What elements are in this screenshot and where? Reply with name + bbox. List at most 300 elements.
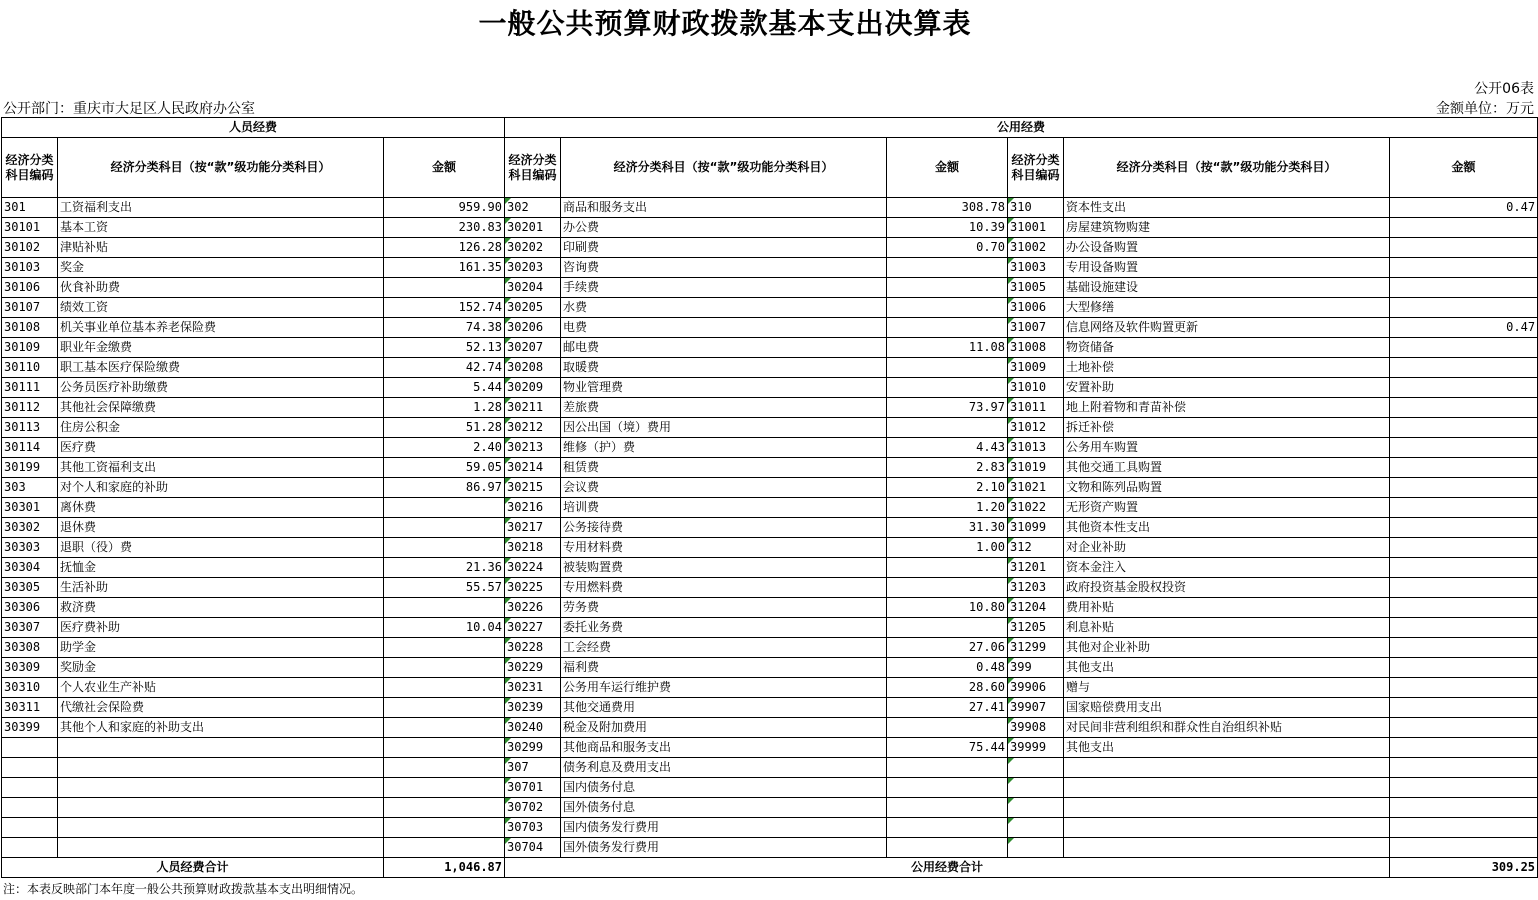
cell-amount: [384, 598, 505, 618]
cell-amount: [1390, 518, 1538, 538]
cell-name: 生活补助: [58, 578, 384, 598]
cell-code: 303: [2, 478, 58, 498]
cell-code: 31012: [1008, 418, 1064, 438]
header-code: 经济分类科目编码: [1008, 138, 1064, 198]
table-row: [2, 778, 1538, 798]
cell-name: 因公出国（境）费用: [561, 418, 887, 438]
cell-code: 31003: [1008, 258, 1064, 278]
cell-amount: [384, 518, 505, 538]
header-name: 经济分类科目（按“款”级功能分类科目）: [561, 138, 887, 198]
cell-amount: [887, 758, 1008, 778]
cell-code: [1008, 838, 1064, 858]
cell-amount: 51.28: [384, 418, 505, 438]
cell-code: 30224: [505, 558, 561, 578]
cell-amount: 59.05: [384, 458, 505, 478]
cell-amount: 1.00: [887, 538, 1008, 558]
header-amount: 金额: [1390, 138, 1538, 198]
cell-amount: [384, 678, 505, 698]
cell-amount: [1390, 658, 1538, 678]
cell-name: [58, 818, 384, 838]
cell-amount: 0.48: [887, 658, 1008, 678]
table-row: [2, 238, 1538, 258]
cell-code: 39999: [1008, 738, 1064, 758]
cell-code: 30101: [2, 218, 58, 238]
cell-code: 39908: [1008, 718, 1064, 738]
cell-name: 手续费: [561, 278, 887, 298]
cell-amount: [1390, 378, 1538, 398]
cell-name: 职业年金缴费: [58, 338, 384, 358]
cell-amount: [887, 578, 1008, 598]
cell-amount: 55.57: [384, 578, 505, 598]
cell-code: 30103: [2, 258, 58, 278]
cell-name: 抚恤金: [58, 558, 384, 578]
cell-name: 办公费: [561, 218, 887, 238]
cell-amount: [384, 498, 505, 518]
cell-name: 机关事业单位基本养老保险费: [58, 318, 384, 338]
cell-amount: [1390, 418, 1538, 438]
column-header-row: [2, 138, 1538, 198]
cell-code: 30229: [505, 658, 561, 678]
cell-code: 301: [2, 198, 58, 218]
cell-name: 医疗费补助: [58, 618, 384, 638]
cell-amount: [1390, 498, 1538, 518]
expenditure-table: [1, 117, 1538, 878]
section-public: 公用经费: [505, 118, 1538, 138]
cell-name: 信息网络及软件购置更新: [1064, 318, 1390, 338]
amount-unit-label: 金额单位：万元: [1436, 101, 1534, 117]
cell-amount: [887, 818, 1008, 838]
table-row: [2, 418, 1538, 438]
cell-code: 30702: [505, 798, 561, 818]
cell-code: 31299: [1008, 638, 1064, 658]
table-row: [2, 538, 1538, 558]
cell-name: 无形资产购置: [1064, 498, 1390, 518]
cell-amount: 230.83: [384, 218, 505, 238]
cell-name: 大型修缮: [1064, 298, 1390, 318]
table-row: [2, 678, 1538, 698]
cell-amount: [384, 758, 505, 778]
cell-code: [2, 798, 58, 818]
cell-code: 30106: [2, 278, 58, 298]
cell-amount: [384, 658, 505, 678]
cell-code: 30208: [505, 358, 561, 378]
cell-code: 30304: [2, 558, 58, 578]
table-row: [2, 398, 1538, 418]
cell-name: 税金及附加费用: [561, 718, 887, 738]
public-total-amount: 309.25: [1390, 858, 1538, 878]
cell-amount: [1390, 718, 1538, 738]
cell-code: 30213: [505, 438, 561, 458]
cell-code: 30202: [505, 238, 561, 258]
cell-code: 30227: [505, 618, 561, 638]
cell-amount: 2.40: [384, 438, 505, 458]
cell-code: 30199: [2, 458, 58, 478]
cell-amount: 2.10: [887, 478, 1008, 498]
cell-name: 基础设施建设: [1064, 278, 1390, 298]
table-row: [2, 198, 1538, 218]
table-row: [2, 278, 1538, 298]
cell-amount: [384, 838, 505, 858]
cell-code: 31006: [1008, 298, 1064, 318]
cell-amount: 0.47: [1390, 198, 1538, 218]
cell-name: [58, 758, 384, 778]
cell-amount: 73.97: [887, 398, 1008, 418]
cell-amount: [1390, 758, 1538, 778]
cell-name: 劳务费: [561, 598, 887, 618]
cell-amount: [1390, 278, 1538, 298]
header-amount: 金额: [384, 138, 505, 198]
cell-name: [1064, 778, 1390, 798]
cell-code: [2, 738, 58, 758]
cell-code: 30211: [505, 398, 561, 418]
table-row: [2, 798, 1538, 818]
cell-amount: [1390, 838, 1538, 858]
cell-amount: [1390, 238, 1538, 258]
cell-code: 30110: [2, 358, 58, 378]
cell-code: 30309: [2, 658, 58, 678]
header-code: 经济分类科目编码: [505, 138, 561, 198]
cell-code: 310: [1008, 198, 1064, 218]
cell-name: 退休费: [58, 518, 384, 538]
cell-amount: 10.80: [887, 598, 1008, 618]
cell-code: 307: [505, 758, 561, 778]
cell-code: 31009: [1008, 358, 1064, 378]
cell-code: 30109: [2, 338, 58, 358]
cell-amount: [384, 778, 505, 798]
cell-name: 国外债务付息: [561, 798, 887, 818]
cell-name: 其他支出: [1064, 658, 1390, 678]
cell-name: 国内债务付息: [561, 778, 887, 798]
table-row: [2, 658, 1538, 678]
cell-amount: [1390, 598, 1538, 618]
cell-amount: 126.28: [384, 238, 505, 258]
cell-code: 30305: [2, 578, 58, 598]
cell-code: 31013: [1008, 438, 1064, 458]
cell-amount: [384, 738, 505, 758]
cell-code: [2, 758, 58, 778]
cell-code: 30239: [505, 698, 561, 718]
table-row: [2, 358, 1538, 378]
table-row: [2, 318, 1538, 338]
cell-code: 30701: [505, 778, 561, 798]
cell-amount: [384, 278, 505, 298]
cell-code: 31203: [1008, 578, 1064, 598]
section-personnel: 人员经费: [2, 118, 505, 138]
cell-amount: [1390, 558, 1538, 578]
cell-code: 30302: [2, 518, 58, 538]
cell-code: 31021: [1008, 478, 1064, 498]
cell-name: 代缴社会保险费: [58, 698, 384, 718]
cell-name: 地上附着物和青苗补偿: [1064, 398, 1390, 418]
header-name: 经济分类科目（按“款”级功能分类科目）: [58, 138, 384, 198]
cell-code: 30308: [2, 638, 58, 658]
table-number: 公开06表: [1474, 81, 1534, 97]
cell-name: [58, 778, 384, 798]
cell-name: 国内债务发行费用: [561, 818, 887, 838]
cell-amount: [384, 798, 505, 818]
cell-amount: [1390, 538, 1538, 558]
page-title: 一般公共预算财政拨款基本支出决算表: [478, 7, 972, 40]
cell-code: 31019: [1008, 458, 1064, 478]
cell-name: 其他商品和服务支出: [561, 738, 887, 758]
cell-code: 30212: [505, 418, 561, 438]
cell-amount: [887, 798, 1008, 818]
cell-name: 利息补贴: [1064, 618, 1390, 638]
cell-code: 39906: [1008, 678, 1064, 698]
totals-row: [2, 858, 1538, 878]
cell-name: 会议费: [561, 478, 887, 498]
cell-code: 30112: [2, 398, 58, 418]
cell-code: 30311: [2, 698, 58, 718]
cell-amount: 31.30: [887, 518, 1008, 538]
cell-code: [1008, 758, 1064, 778]
cell-code: 31001: [1008, 218, 1064, 238]
cell-code: 31008: [1008, 338, 1064, 358]
cell-name: 其他社会保障缴费: [58, 398, 384, 418]
cell-amount: 21.36: [384, 558, 505, 578]
cell-code: 30704: [505, 838, 561, 858]
cell-name: 对个人和家庭的补助: [58, 478, 384, 498]
cell-name: 差旅费: [561, 398, 887, 418]
cell-name: 助学金: [58, 638, 384, 658]
cell-amount: [887, 618, 1008, 638]
cell-name: 医疗费: [58, 438, 384, 458]
cell-name: 房屋建筑物购建: [1064, 218, 1390, 238]
table-row: [2, 718, 1538, 738]
cell-name: 邮电费: [561, 338, 887, 358]
cell-code: 31022: [1008, 498, 1064, 518]
cell-code: 31005: [1008, 278, 1064, 298]
cell-amount: 4.43: [887, 438, 1008, 458]
cell-amount: [384, 698, 505, 718]
cell-name: 对企业补助: [1064, 538, 1390, 558]
cell-name: [58, 738, 384, 758]
cell-code: 30225: [505, 578, 561, 598]
cell-amount: 52.13: [384, 338, 505, 358]
cell-name: 取暖费: [561, 358, 887, 378]
cell-name: 工资福利支出: [58, 198, 384, 218]
cell-amount: [1390, 738, 1538, 758]
cell-code: 30214: [505, 458, 561, 478]
cell-amount: 75.44: [887, 738, 1008, 758]
cell-amount: [1390, 218, 1538, 238]
footnote: 注：本表反映部门本年度一般公共预算财政拨款基本支出明细情况。: [3, 882, 364, 896]
cell-amount: [1390, 438, 1538, 458]
cell-amount: [384, 818, 505, 838]
cell-name: 被装购置费: [561, 558, 887, 578]
cell-amount: 152.74: [384, 298, 505, 318]
table-row: [2, 818, 1538, 838]
cell-code: 399: [1008, 658, 1064, 678]
cell-amount: [887, 298, 1008, 318]
cell-code: 30207: [505, 338, 561, 358]
cell-amount: [887, 418, 1008, 438]
cell-name: 印刷费: [561, 238, 887, 258]
cell-name: 公务员医疗补助缴费: [58, 378, 384, 398]
cell-amount: 10.39: [887, 218, 1008, 238]
cell-name: 其他交通费用: [561, 698, 887, 718]
cell-name: 费用补贴: [1064, 598, 1390, 618]
cell-amount: 308.78: [887, 198, 1008, 218]
cell-name: 资本性支出: [1064, 198, 1390, 218]
cell-name: 物资储备: [1064, 338, 1390, 358]
cell-amount: [887, 718, 1008, 738]
table-row: [2, 618, 1538, 638]
cell-name: [1064, 798, 1390, 818]
cell-code: 30218: [505, 538, 561, 558]
cell-name: 国家赔偿费用支出: [1064, 698, 1390, 718]
cell-amount: 27.06: [887, 638, 1008, 658]
cell-name: 文物和陈列品购置: [1064, 478, 1390, 498]
cell-name: 公务用车运行维护费: [561, 678, 887, 698]
department-label: 公开部门：重庆市大足区人民政府办公室: [3, 101, 255, 117]
section-header-row: [2, 118, 1538, 138]
table-row: [2, 698, 1538, 718]
cell-amount: 5.44: [384, 378, 505, 398]
cell-name: 其他工资福利支出: [58, 458, 384, 478]
header-code: 经济分类科目编码: [2, 138, 58, 198]
cell-code: 30307: [2, 618, 58, 638]
cell-name: 救济费: [58, 598, 384, 618]
table-row: [2, 378, 1538, 398]
cell-code: 31010: [1008, 378, 1064, 398]
cell-amount: 161.35: [384, 258, 505, 278]
cell-name: 专用燃料费: [561, 578, 887, 598]
cell-code: 39907: [1008, 698, 1064, 718]
cell-name: 伙食补助费: [58, 278, 384, 298]
cell-code: 30306: [2, 598, 58, 618]
table-row: [2, 638, 1538, 658]
cell-amount: [1390, 638, 1538, 658]
table-row: [2, 578, 1538, 598]
cell-amount: [1390, 778, 1538, 798]
cell-code: 30206: [505, 318, 561, 338]
cell-code: 31205: [1008, 618, 1064, 638]
cell-code: [1008, 818, 1064, 838]
cell-amount: [887, 258, 1008, 278]
cell-code: 30114: [2, 438, 58, 458]
cell-code: 30113: [2, 418, 58, 438]
cell-code: 31002: [1008, 238, 1064, 258]
cell-name: 租赁费: [561, 458, 887, 478]
cell-amount: [384, 538, 505, 558]
cell-code: 30240: [505, 718, 561, 738]
cell-name: [1064, 838, 1390, 858]
cell-code: [2, 818, 58, 838]
cell-amount: [1390, 618, 1538, 638]
table-row: [2, 298, 1538, 318]
table-row: [2, 558, 1538, 578]
cell-name: [58, 838, 384, 858]
cell-name: 离休费: [58, 498, 384, 518]
cell-code: 312: [1008, 538, 1064, 558]
table-row: [2, 518, 1538, 538]
cell-name: [1064, 758, 1390, 778]
cell-code: 30102: [2, 238, 58, 258]
cell-amount: [1390, 358, 1538, 378]
cell-amount: 10.04: [384, 618, 505, 638]
table-row: [2, 838, 1538, 858]
cell-amount: 0.70: [887, 238, 1008, 258]
cell-code: 31007: [1008, 318, 1064, 338]
cell-name: 其他个人和家庭的补助支出: [58, 718, 384, 738]
table-row: [2, 458, 1538, 478]
cell-name: 维修（护）费: [561, 438, 887, 458]
cell-name: [58, 798, 384, 818]
cell-code: 30703: [505, 818, 561, 838]
cell-name: 绩效工资: [58, 298, 384, 318]
cell-name: 津贴补贴: [58, 238, 384, 258]
cell-amount: [1390, 798, 1538, 818]
cell-name: 物业管理费: [561, 378, 887, 398]
cell-code: 30209: [505, 378, 561, 398]
cell-code: 30303: [2, 538, 58, 558]
cell-code: 302: [505, 198, 561, 218]
cell-name: 国外债务发行费用: [561, 838, 887, 858]
cell-name: 工会经费: [561, 638, 887, 658]
cell-code: 30216: [505, 498, 561, 518]
cell-amount: [1390, 698, 1538, 718]
table-row: [2, 478, 1538, 498]
cell-amount: [384, 638, 505, 658]
cell-amount: [887, 558, 1008, 578]
cell-name: 对民间非营利组织和群众性自治组织补贴: [1064, 718, 1390, 738]
cell-name: 培训费: [561, 498, 887, 518]
cell-code: 31011: [1008, 398, 1064, 418]
header-name: 经济分类科目（按“款”级功能分类科目）: [1064, 138, 1390, 198]
cell-name: 其他支出: [1064, 738, 1390, 758]
cell-name: 赠与: [1064, 678, 1390, 698]
table-row: [2, 498, 1538, 518]
cell-name: 公务用车购置: [1064, 438, 1390, 458]
cell-code: 30217: [505, 518, 561, 538]
cell-name: 基本工资: [58, 218, 384, 238]
personnel-total-label: 人员经费合计: [2, 858, 384, 878]
public-total-label: 公用经费合计: [505, 858, 1390, 878]
cell-name: 委托业务费: [561, 618, 887, 638]
cell-name: 办公设备购置: [1064, 238, 1390, 258]
cell-amount: [887, 358, 1008, 378]
cell-name: 退职（役）费: [58, 538, 384, 558]
cell-code: 31099: [1008, 518, 1064, 538]
cell-amount: [887, 318, 1008, 338]
cell-amount: [1390, 398, 1538, 418]
cell-amount: 959.90: [384, 198, 505, 218]
cell-code: 30299: [505, 738, 561, 758]
cell-name: 个人农业生产补贴: [58, 678, 384, 698]
cell-amount: 27.41: [887, 698, 1008, 718]
cell-code: [1008, 798, 1064, 818]
cell-amount: 42.74: [384, 358, 505, 378]
cell-name: 其他对企业补助: [1064, 638, 1390, 658]
cell-name: 咨询费: [561, 258, 887, 278]
cell-code: 30226: [505, 598, 561, 618]
cell-amount: 28.60: [887, 678, 1008, 698]
cell-code: 30205: [505, 298, 561, 318]
cell-name: 水费: [561, 298, 887, 318]
cell-code: 30310: [2, 678, 58, 698]
cell-amount: 86.97: [384, 478, 505, 498]
cell-amount: [887, 378, 1008, 398]
cell-name: 公务接待费: [561, 518, 887, 538]
cell-amount: [1390, 578, 1538, 598]
table-row: [2, 258, 1538, 278]
cell-amount: [1390, 478, 1538, 498]
cell-name: 住房公积金: [58, 418, 384, 438]
cell-code: 30231: [505, 678, 561, 698]
cell-code: 30215: [505, 478, 561, 498]
cell-code: 30204: [505, 278, 561, 298]
